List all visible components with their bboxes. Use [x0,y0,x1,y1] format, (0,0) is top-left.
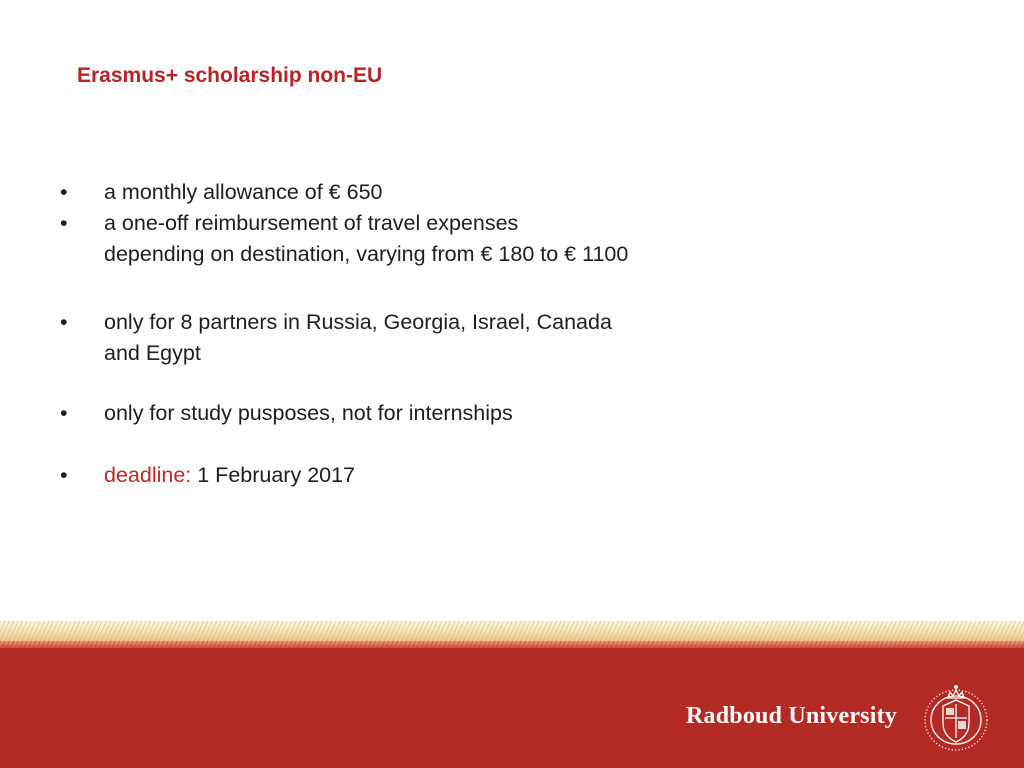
university-wordmark: Radboud University [686,703,897,729]
bullet-text-continued: depending on destination, varying from € 180 to € 1100 [104,242,629,266]
bullet-text-continued: and Egypt [104,341,201,365]
deadline-label: deadline: [104,463,192,487]
bullet-text: only for 8 partners in Russia, Georgia, Israel, Canada [104,310,612,334]
bullet-dot: • [60,180,68,204]
seal-legend [1,1,2,2]
university-seal-icon [921,680,991,754]
bullet-text: a one-off reimbursement of travel expenses [104,211,519,235]
bullet-text: a monthly allowance of € 650 [104,180,383,204]
bullet-dot: • [60,401,68,425]
slide-title: Erasmus+ scholarship non-EU [77,64,383,87]
bullet-dot: • [60,463,68,487]
deadline-date: 1 February 2017 [191,463,356,487]
bullet-dot: • [60,310,68,334]
bullet-dot: • [60,211,68,235]
decorative-stripe [0,621,1024,643]
bullet-text: only for study pusposes, not for internships [104,401,513,425]
